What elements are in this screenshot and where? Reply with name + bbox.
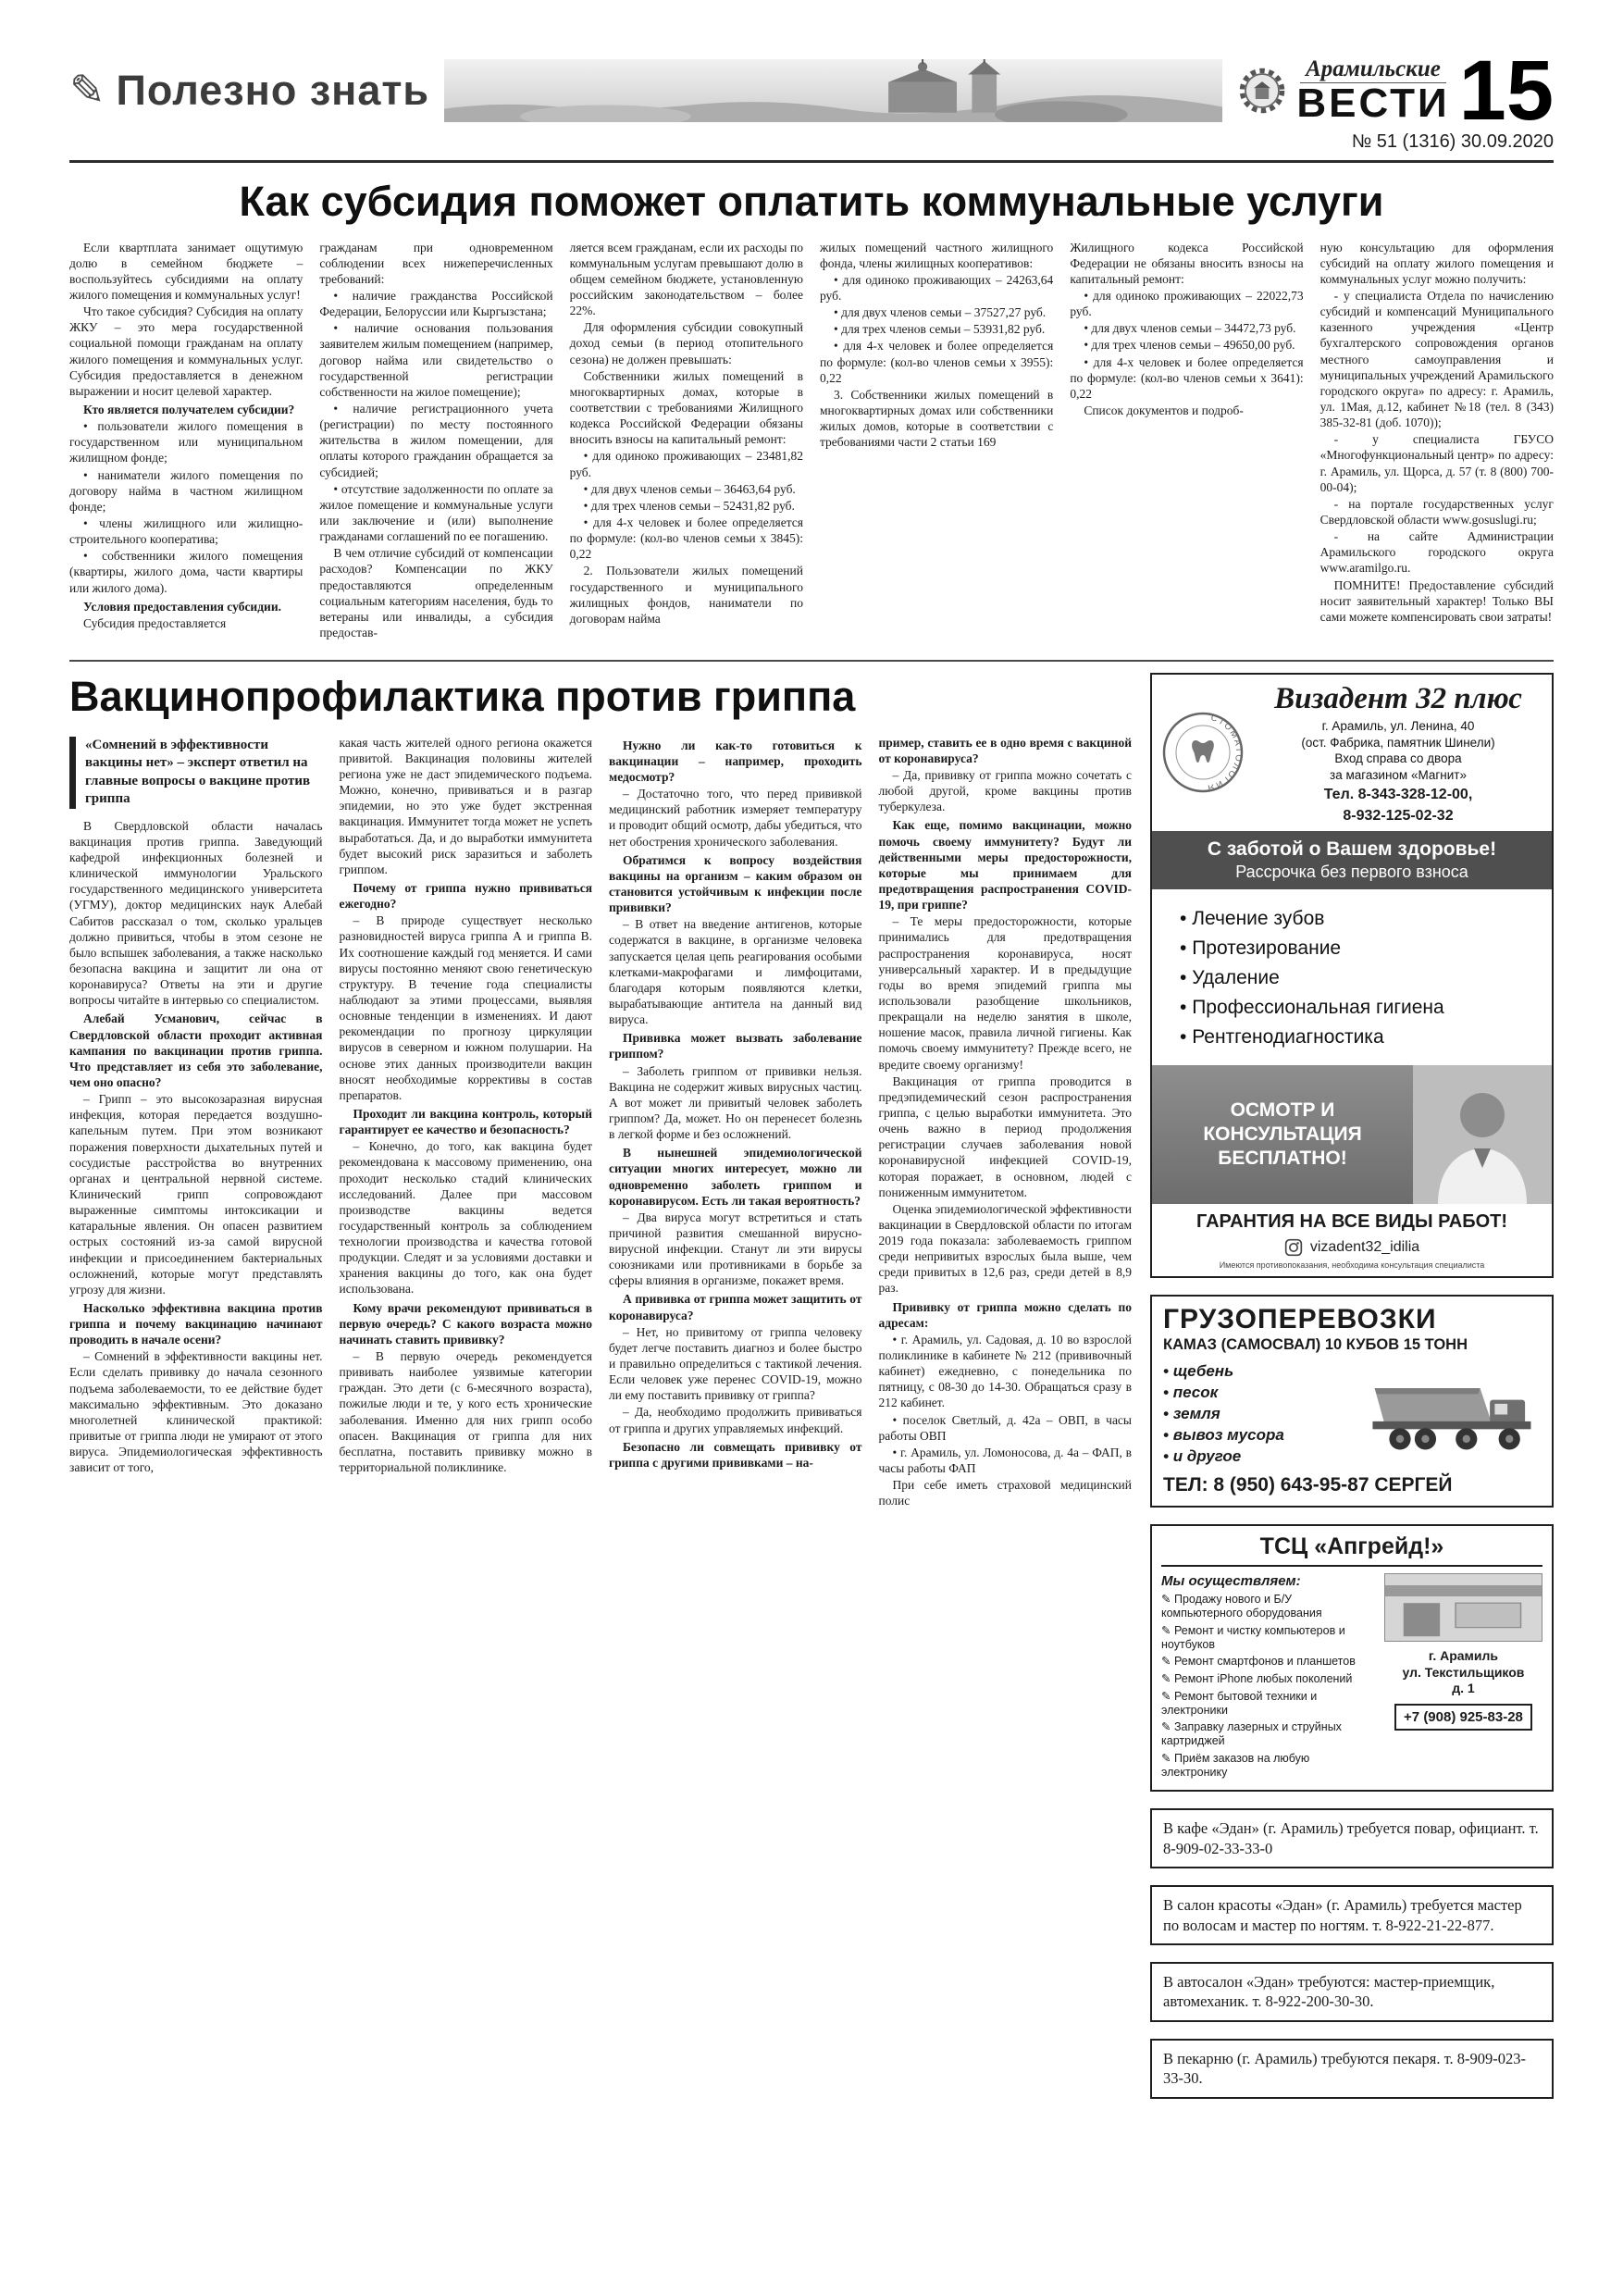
upgrade-contact xyxy=(1384,1573,1542,1782)
paragraph: ную консультацию для оформления субсидий на оплату жилого помещения и коммунальных услуг можно получить: xyxy=(1319,240,1554,286)
vizadent-guarantee: ГАРАНТИЯ НА ВСЕ ВИДЫ РАБОТ! xyxy=(1196,1211,1507,1233)
paragraph: – Да, необходимо продолжить прививаться от гриппа и других управляемых инфекций. xyxy=(609,1405,862,1435)
article-column xyxy=(1070,240,1303,420)
paragraph: • пользователи жилого помещения в государственном или муниципальном жилищном фонде; xyxy=(69,419,304,465)
paragraph: – Заболеть гриппом от прививки нельзя. Вакцина не содержит живых вирусных частиц. А вот может ли привитый человек заболеть гриппом? Да, может. Но он перенесет болезнь в легкой форме и без осложнений. xyxy=(609,1063,862,1142)
paragraph: В Свердловской области началась вакцинация против гриппа. Заведующий кафедрой инфекционных болезней и клинической иммунологии Уральского государственного медицинского университета (УГМУ), доктор медицинских наук Алебай Сабитов рассказал о том, сколько уральцев должно привиться, чтобы в этом сезоне не было вспышек заболевания, а также насколько безопасна вакцина и защитит ли она от коронавируса? Ответы на эти и другие вопросы читайте в интервью со специалистом. xyxy=(69,818,323,1008)
vizadent-disclaimer: Имеются противопоказания, необходима консультация специалиста xyxy=(1219,1260,1485,1271)
paragraph: ляется всем гражданам, если их расходы по коммунальным услугам превышают долю в общем семейном бюджете, установленную российским законодательством – более 22%. xyxy=(569,240,803,318)
paragraph: Оценка эпидемиологической эффективности вакцинации в Свердловской области по итогам 2019 года показала: заболеваемость гриппом среди непривитых взрослых была выше, чем среди привитых в 12,6 раз, среди детей в 8,9 раз. xyxy=(878,1201,1132,1296)
article-column xyxy=(69,735,323,1477)
paragraph: • г. Арамиль, ул. Садовая, д. 10 во взрослой поликлинике в кабинете № 212 (прививочный кабинет) ежедневно, с понедельника по пятницу, с 08-30 до 14-30. Обращаться сразу в 212 кабинет. xyxy=(878,1332,1132,1410)
brand-name-top: Арамильские xyxy=(1300,57,1446,83)
paragraph: Прививка может вызвать заболевание гриппом? xyxy=(609,1031,862,1061)
article-column xyxy=(879,735,1133,1510)
paragraph: Собственники жилых помещений в многоквартирных домах, которые в соответствии с требованиями Жилищного кодекса Российской Федерации обязаны вносить взносы на капитальный ремонт: xyxy=(569,368,803,447)
paragraph: – Достаточно того, что перед прививкой медицинский работник измеряет температуру и проводит общий осмотр, дабы убедиться, что нет обострения хронического заболевания. xyxy=(609,787,862,849)
list-item: • Профессиональная гигиена xyxy=(1180,997,1542,1019)
doctor-photo xyxy=(1413,1065,1552,1204)
paragraph: – В ответ на введение антигенов, которые содержатся в вакцине, в организме человека запускается целая цепь реагирования особыми клетками-макрофагами и лимфоцитами, благодаря которым появляются клетки, вырабатывающие антитела на данный вид вируса. xyxy=(609,917,862,1027)
paragraph: Нужно ли как-то готовиться к вакцинации – например, проходить медосмотр? xyxy=(609,738,862,784)
vizadent-address-3: Вход справа со двора xyxy=(1334,751,1462,766)
vizadent-phone-2: 8-932-125-02-32 xyxy=(1343,808,1454,825)
paragraph: – Нет, но привитому от гриппа человеку будет легче поставить диагноз и более быстро и правильно определиться с тактикой лечения. Если человек уже перенес COVID-19, можно ли ему поставить прививку от гриппа? xyxy=(609,1324,862,1403)
list-item: ✎ Ремонт бытовой техники и электроники xyxy=(1161,1690,1375,1718)
pencil-icon: ✎ xyxy=(69,67,105,114)
paragraph: • поселок Светлый, д. 42а – ОВП, в часы работы ОВП xyxy=(878,1412,1132,1443)
paragraph: Что такое субсидия? Субсидия на оплату ЖКУ – это мера государственной социальной помощи гражданам на оплату жилого помещения и коммунальных услуг. Субсидия предоставляется в денежном выражении и носит целевой характер. xyxy=(69,304,304,398)
paragraph: Для оформления субсидии совокупный доход семьи (в период отопительного сезона) не должен превышать: xyxy=(569,320,803,366)
instagram-icon xyxy=(1284,1238,1303,1257)
upgrade-services xyxy=(1161,1573,1375,1782)
paragraph: Условия предоставления субсидии. xyxy=(83,599,281,614)
paragraph: Вакцинация от гриппа проводится в предэпидемический сезон распространения гриппа, с целью выработки иммунитета. Это очень важно в период продолжения регистрации случаев заболевания новой коронавирусной инфекцией COVID-19, которая поражает, в основном, людей с пониженным иммунитетом. xyxy=(878,1074,1132,1199)
paragraph: • наличие основания пользования заявителем жилым помещением (например, договор найма или свидетельство о государственной регистрации собственности на жилое помещение); xyxy=(319,321,553,399)
paragraph: При себе иметь страховой медицинский полис xyxy=(878,1478,1132,1508)
paragraph: • для трех членов семьи – 52431,82 руб. xyxy=(583,498,795,513)
storefront-photo xyxy=(1384,1573,1542,1642)
upgrade-phone: +7 (908) 925-83-28 xyxy=(1394,1704,1532,1731)
issue-date: № 51 (1316) 30.09.2020 xyxy=(1351,131,1554,152)
vizadent-header xyxy=(1152,675,1552,831)
paragraph: Прививку от гриппа можно сделать по адресам: xyxy=(878,1299,1132,1330)
vizadent-phone-1: Тел. 8-343-328-12-00, xyxy=(1323,787,1473,803)
header-row xyxy=(69,43,1554,138)
slogan-line-2: Рассрочка без первого взноса xyxy=(1235,863,1468,882)
paragraph: Проходит ли вакцина контроль, который гарантирует ее качество и безопасность? xyxy=(339,1106,592,1137)
cargo-title: ГРУЗОПЕРЕВОЗКИ xyxy=(1163,1304,1437,1335)
paragraph: • члены жилищного или жилищно-строительного кооператива; xyxy=(69,515,304,547)
classified-ad-beauty-salon: В салон красоты «Эдан» (г. Арамиль) требуется мастер по волосам и мастер по ногтям. т. 8-922-21-22-877. xyxy=(1150,1885,1554,1945)
paragraph: • для 4-х человек и более определяется по формуле: (кол-во членов семьи х 3955): 0,22 xyxy=(819,339,1054,385)
paragraph: – Те меры предосторожности, которые принимались для предотвращения распространения коронавируса, носят универсальный характер. И в предыдущие годы во время эпидемий гриппа мы использовали разобщение школьников, прекращали на неделю занятия в школе, ношение масок, правила личной гигиены. Как помочь своему иммунитету? Прежде всего, не вредите своему организму! xyxy=(878,914,1132,1072)
article-column xyxy=(570,240,803,627)
article-flu xyxy=(69,673,1132,1509)
paragraph: • для двух членов семьи – 34472,73 руб. xyxy=(1084,321,1296,336)
brand-block xyxy=(1296,57,1449,124)
classified-ad-cafe: В кафе «Эдан» (г. Арамиль) требуется повар, официант. т. 8-909-02-33-33-0 xyxy=(1150,1808,1554,1868)
paragraph: • для двух членов семьи – 37527,27 руб. xyxy=(833,305,1047,320)
paragraph: - на портале государственных услуг Свердловской области www.gosuslugi.ru; xyxy=(1319,496,1554,527)
vizadent-address-1: г. Арамиль, ул. Ленина, 40 xyxy=(1321,719,1475,734)
column-text xyxy=(69,818,323,1476)
vizadent-services-list xyxy=(1152,889,1552,1065)
upgrade-lead: Мы осуществляем: xyxy=(1161,1573,1301,1590)
upgrade-address xyxy=(1403,1648,1525,1697)
promo-text: ОСМОТР И КОНСУЛЬТАЦИЯ БЕСПЛАТНО! xyxy=(1152,1065,1413,1204)
classified-ad-bakery: В пекарню (г. Арамиль) требуются пекаря. т. 8-909-023-33-30. xyxy=(1150,2039,1554,2099)
article-column xyxy=(69,240,303,632)
paragraph: • отсутствие задолженности по оплате за жилое помещение и коммунальные услуги или заключение и (или) выполнение гражданами соглашений по ее погашению. xyxy=(319,481,553,544)
article-title: Как субсидия поможет оплатить коммунальные услуги xyxy=(239,178,1384,225)
paragraph: 3. Собственники жилых помещений в многоквартирных домах или собственники жилых домов, которые в соответствии с требованиями части 2 статьи 169 xyxy=(819,387,1054,450)
dump-truck-image xyxy=(1365,1371,1541,1458)
list-item: ✎ Продажу нового и Б/У компьютерного оборудования xyxy=(1161,1593,1375,1620)
paragraph: • наличие регистрационного учета (регистрации) по месту постоянного жительства в жилом помещении, для оплаты которого гражданин обращается за субсидией; xyxy=(319,402,553,479)
paragraph: Насколько эффективна вакцина против гриппа и почему вакцинацию начинают проводить в начале осени? xyxy=(69,1300,323,1347)
paragraph: – Грипп – это высокозаразная вирусная инфекция, которая передается воздушно-капельным путем. При этом возникают поражения поверхности дыхательных путей и сосудистые расстройства во внутренних органах и центральной нервной системе. Клинический грипп сопровождают выраженные симптомы интоксикации и катаральные явления. Он опасен развитием острых состояний из-за самой вирусной инфекции и присоединением бактериальных осложнений, которые могут представлять угрозу для жизни. xyxy=(69,1092,323,1297)
instagram-handle: vizadent32_idilia xyxy=(1309,1239,1420,1256)
paragraph: • для трех членов семьи – 53931,82 руб. xyxy=(833,322,1046,337)
stamp-text: СТОМАТОЛОГИЯ xyxy=(1205,713,1245,794)
ad-cargo xyxy=(1150,1295,1554,1508)
paragraph: • г. Арамиль, ул. Ломоносова, д. 4а – ФАП, в часы работы ФАП xyxy=(878,1445,1132,1476)
vizadent-address-4: за магазином «Магнит» xyxy=(1330,767,1467,782)
paragraph: пример, ставить ее в одно время с вакциной от коронавируса? xyxy=(878,735,1132,765)
header-divider xyxy=(69,160,1554,163)
paragraph: - у специалиста ГБУСО «Многофункциональный центр» по адресу: г. Арамиль, ул. Щорса, д. 57 (т. 8 (800) 700-00-04); xyxy=(1319,432,1554,494)
paragraph: • наниматели жилого помещения по договору найма в частном жилищном фонде; xyxy=(69,467,304,514)
article-columns xyxy=(69,735,1132,1510)
article-title: Вакцинопрофилактика против гриппа xyxy=(69,673,856,721)
vizadent-title: Визадент 32 плюс xyxy=(1274,682,1522,716)
paragraph: • для одиноко проживающих – 24263,64 руб. xyxy=(819,272,1054,304)
list-item: • Протезирование xyxy=(1180,937,1542,960)
paragraph: • для одиноко проживающих – 22022,73 руб. xyxy=(1070,289,1304,319)
paragraph: Безопасно ли совмещать прививку от гриппа с другими прививками – на- xyxy=(609,1439,862,1470)
cargo-items-list xyxy=(1163,1359,1357,1469)
paragraph: Обратимся к вопросу воздействия вакцины на организм – каким образом он становится устойчивым к инфекции после прививки? xyxy=(609,852,862,915)
list-item: • Удаление xyxy=(1180,967,1542,989)
article-column xyxy=(609,735,862,1471)
cargo-body xyxy=(1163,1359,1541,1469)
lower-section xyxy=(69,660,1554,2099)
list-item: • и другое xyxy=(1163,1447,1357,1466)
church-photo xyxy=(444,59,1222,122)
vizadent-promo xyxy=(1152,1065,1552,1204)
list-item: • вывоз мусора xyxy=(1163,1426,1357,1445)
section-kicker xyxy=(69,67,429,115)
list-item: ✎ Ремонт смартфонов и планшетов xyxy=(1161,1655,1375,1669)
paragraph: • для одиноко проживающих – 23481,82 руб. xyxy=(569,449,803,479)
paragraph: Если квартплата занимает ощутимую долю в семейном бюджете – воспользуйтесь субсидиями на оплату жилого помещения и коммунальных услуг! xyxy=(69,240,304,303)
list-item: • земля xyxy=(1163,1405,1357,1423)
article-column xyxy=(820,240,1053,452)
paragraph: Как еще, помимо вакцинации, можно помочь своему иммунитету? Будут ли действенными меры предосторожности, которые мы принимаем для предотвращения распространения COVID-19, при гриппе? xyxy=(878,818,1132,912)
list-item: ✎ Заправку лазерных и струйных картриджей xyxy=(1161,1720,1375,1748)
upgrade-items-list xyxy=(1161,1593,1375,1779)
vizadent-slogan-band xyxy=(1152,831,1552,889)
article-column xyxy=(340,735,593,1476)
paragraph: Список документов и подроб- xyxy=(1084,403,1244,417)
paragraph: • собственники жилого помещения (квартиры, жилого дома, части квартиры или жилого дома). xyxy=(69,549,304,595)
paragraph: Почему от гриппа нужно прививаться ежегодно? xyxy=(339,880,592,912)
paragraph: гражданам при одновременном соблюдении всех нижеперечисленных требований: xyxy=(319,240,553,286)
masthead-crest-icon xyxy=(1237,66,1287,116)
paragraph: • для 4-х человек и более определяется по формуле: (кол-во членов семьи х 3641): 0,22 xyxy=(1070,354,1304,401)
list-item: ✎ Приём заказов на любую электронику xyxy=(1161,1752,1375,1780)
slogan-line-1: С заботой о Вашем здоровье! xyxy=(1207,838,1497,861)
paragraph: Кому врачи рекомендуют прививаться в первую очередь? С какого возраста можно начинать ставить прививку? xyxy=(339,1300,592,1347)
advertising-rail xyxy=(1150,673,1554,2099)
section-title: Полезно знать xyxy=(116,67,430,114)
paragraph: Кто является получателем субсидии? xyxy=(83,403,295,416)
article-subsidy xyxy=(69,180,1554,641)
upgrade-address-house: д. 1 xyxy=(1452,1681,1475,1696)
dental-stamp xyxy=(1161,711,1245,799)
paragraph: – В природе существует несколько разновидностей вируса гриппа А и гриппа В. Их соотношение каждый год меняется. И сами вирусы постоянно меняют свою генетическую структуру. В течение года специалисты наблюдают за этими процессами, выявляя основные тенденции в изменениях. И дают рекомендации по прогнозу циркуляции вирусов в северном и южном полушарии. На основе этих данных производители вакцин вносят необходимые коррективы в состав препаратов. xyxy=(339,913,592,1102)
cargo-phone: ТЕЛ: 8 (950) 643-95-87 СЕРГЕЙ xyxy=(1163,1474,1453,1496)
page-number: 15 xyxy=(1458,43,1554,138)
upgrade-address-city: г. Арамиль xyxy=(1428,1648,1499,1664)
vizadent-address-2: (ост. Фабрика, памятник Шинели) xyxy=(1301,735,1495,750)
upgrade-address-street: ул. Текстильщиков xyxy=(1402,1664,1525,1680)
paragraph: А прививка от гриппа может защитить от коронавируса? xyxy=(609,1292,862,1322)
ad-vizadent xyxy=(1150,673,1554,1278)
list-item: • Лечение зубов xyxy=(1180,908,1542,930)
list-item: • песок xyxy=(1163,1384,1357,1402)
list-item: ✎ Ремонт и чистку компьютеров и ноутбуков xyxy=(1161,1624,1375,1652)
tooth-icon xyxy=(1192,740,1214,763)
paragraph: – Да, прививку от гриппа можно сочетать с любой другой, кроме вакцины против туберкулеза. xyxy=(878,767,1132,814)
paragraph: - у специалиста Отдела по начислению субсидий и компенсаций Муниципального казенного учреждения «Центр бухгалтерского сопровождения органов местного самоуправления и муниципальных учреждений Арамильского городского округа» по адресу: г. Арамиль, ул. 1Мая, д.12, кабинет №18 (тел. 8 (343) 385-32-81 (доб. 1070)); xyxy=(1319,289,1554,430)
article-lead: «Сомнений в эффективности вакцины нет» – эксперт ответил на главные вопросы о вакцине против гриппа xyxy=(69,737,323,809)
article-column xyxy=(319,240,552,642)
paragraph: • для трех членов семьи – 49650,00 руб. xyxy=(1084,338,1295,353)
paragraph: - на сайте Администрации Арамильского городского округа www.aramilgo.ru. xyxy=(1319,529,1554,576)
ad-upgrade xyxy=(1150,1524,1554,1792)
paragraph: Жилищного кодекса Российской Федерации не обязаны вносить взносы на капитальный ремонт: xyxy=(1070,240,1304,286)
paragraph: Алебай Усманович, сейчас в Свердловской области проходит активная кампания по вакцинации против гриппа. Что представляет из себя это заболевание, чем оно опасно? xyxy=(69,1011,323,1089)
cargo-subtitle: КАМАЗ (САМОСВАЛ) 10 КУБОВ 15 ТОНН xyxy=(1163,1336,1468,1354)
paragraph: какая часть жителей одного региона окажется привитой. Вакцинация половины жителей региона уже не даст эпидемического подъема. Можно, конечно, прививаться и в разгар эпидемии, но это уже будет экстренная вакцинация. Иммунитет тогда может не успеть выработаться. Да, и до выработки иммунитета будет высокий риск заразиться и заболеть гриппом. xyxy=(339,735,592,876)
paragraph: – Два вируса могут встретиться и стать причиной развития смешанной вирусно-вирусной инфекции. Станут ли эти вирусы союзниками или противниками в борьбе за сферы влияния в организме, покажет время. xyxy=(609,1210,862,1288)
paragraph: ПОМНИТЕ! Предоставление субсидий носит заявительный характер! Только ВЫ сами можете компенсировать свои затраты! xyxy=(1319,577,1554,624)
list-item: • щебень xyxy=(1163,1362,1357,1381)
upgrade-title: ТСЦ «Апгрейд!» xyxy=(1161,1533,1542,1567)
paragraph: жилых помещений частного жилищного фонда, члены жилищных кооперативов: xyxy=(819,240,1054,270)
paragraph: • для 4-х человек и более определяется по формуле: (кол-во членов семьи х 3845): 0,22 xyxy=(569,515,803,562)
paragraph: В нынешней эпидемиологической ситуации многих интересует, можно ли одновременно заболеть гриппом и коронавирусом. Есть ли такая вероятность? xyxy=(609,1146,862,1208)
list-item: • Рентгенодиагностика xyxy=(1180,1026,1542,1049)
paragraph: В чем отличие субсидий от компенсации расходов? Компенсации по ЖКУ предоставляются определенным социальным категориям населения, будь то ветераны или инвалиды, а субсидия предостав- xyxy=(319,546,553,639)
article-column xyxy=(1320,240,1554,626)
paragraph: Субсидия предоставляется xyxy=(83,615,227,630)
brand-name-bottom: ВЕСТИ xyxy=(1296,81,1450,126)
paragraph: 2. Пользователи жилых помещений государственного и муниципального жилищных фондов, наниматели по договорам найма xyxy=(569,564,803,626)
list-item: ✎ Ремонт iPhone любых поколений xyxy=(1161,1672,1375,1686)
upgrade-body xyxy=(1161,1573,1542,1782)
paragraph: – В первую очередь рекомендуется прививать наиболее уязвимые категории граждан. Это дети (с 6-месячного возраста), пожилые люди и те, у кого есть хронические заболевания. Именно для них грипп особо опасен. Вакцинация от гриппа для них бесплатна, поставить прививку можно в территориальной поликлинике. xyxy=(339,1349,592,1475)
masthead xyxy=(1237,43,1554,138)
paragraph: – Сомнений в эффективности вакцины нет. Если сделать прививку до начала сезонного подъема заболеваемости, то ее действие будет максимально эффективным. Это доказано многолетней клинической практикой: привитые от гриппа люди не умирают от этого вируса. Эпидемиологическая эффективность зависит от того, xyxy=(69,1349,323,1475)
paragraph: – Конечно, до того, как вакцина будет рекомендована к массовому применению, она проходит несколько стадий клинических исследований. Далее при массовом производстве вакцины ведется государственный контроль за соблюдением технологии производства и качества готовой продукции. Следят и за условиями доставки и хранения вакцины до того, как она будет использована. xyxy=(339,1139,592,1297)
classified-ad-car-dealer: В автосалон «Эдан» требуются: мастер-приемщик, автомеханик. т. 8-922-200-30-30. xyxy=(1150,1962,1554,2022)
vizadent-info xyxy=(1254,684,1542,825)
paragraph: • наличие гражданства Российской Федерации, Белоруссии или Кыргызстана; xyxy=(319,289,553,319)
vizadent-instagram xyxy=(1152,1235,1552,1259)
article-columns xyxy=(69,240,1554,642)
page-header xyxy=(69,43,1554,163)
paragraph: • для двух членов семьи – 36463,64 руб. xyxy=(583,481,796,496)
